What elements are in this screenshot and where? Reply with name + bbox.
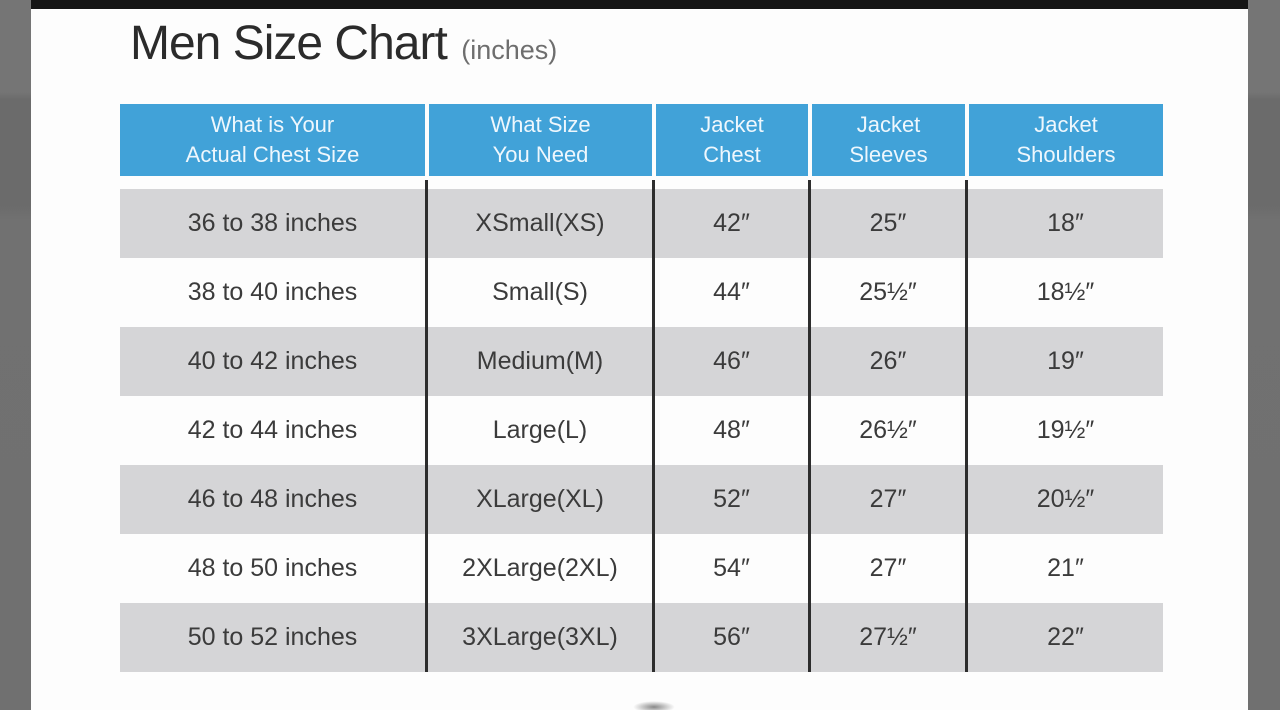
cell-chest-range: 36 to 38 inches <box>120 189 425 258</box>
header-line: What Size <box>490 112 591 137</box>
cell-jacket-chest: 42″ <box>652 189 808 258</box>
cell-jacket-sleeves: 27″ <box>808 465 965 534</box>
cell-jacket-shoulders: 18″ <box>965 189 1163 258</box>
header-cell-jacket-shoulders <box>965 104 1163 176</box>
table-row <box>120 327 1163 396</box>
size-chart-table <box>120 104 1163 672</box>
cell-jacket-chest: 44″ <box>652 258 808 327</box>
cropped-bottom-artifact <box>633 701 675 710</box>
table-row <box>120 465 1163 534</box>
cell-jacket-sleeves: 25½″ <box>808 258 965 327</box>
page-title-block <box>130 16 557 71</box>
header-line: Jacket <box>700 112 764 137</box>
top-bar <box>31 0 1248 9</box>
header-line: Sleeves <box>849 142 928 167</box>
left-gutter <box>0 0 31 710</box>
cell-chest-range: 40 to 42 inches <box>120 327 425 396</box>
table-row <box>120 534 1163 603</box>
cell-jacket-shoulders: 22″ <box>965 603 1163 672</box>
cell-jacket-chest: 52″ <box>652 465 808 534</box>
right-gutter <box>1248 0 1280 710</box>
cell-jacket-sleeves: 26½″ <box>808 396 965 465</box>
cell-jacket-chest: 48″ <box>652 396 808 465</box>
table-row <box>120 396 1163 465</box>
cell-jacket-shoulders: 20½″ <box>965 465 1163 534</box>
table-body <box>120 180 1163 672</box>
cell-chest-range: 38 to 40 inches <box>187 278 358 306</box>
page-title-suffix: (inches) <box>461 35 558 65</box>
cell-size-name: Medium(M) <box>425 327 652 396</box>
cell-chest-range: 46 to 48 inches <box>120 465 425 534</box>
header-cell-actual-chest-size <box>120 104 425 176</box>
header-line: You Need <box>492 142 589 167</box>
cell-jacket-shoulders: 18½″ <box>965 258 1163 327</box>
cell-jacket-shoulders: 19″ <box>965 327 1163 396</box>
cell-chest-range: 48 to 50 inches <box>187 554 358 582</box>
cell-jacket-sleeves: 27½″ <box>808 603 965 672</box>
cell-chest-range: 50 to 52 inches <box>120 603 425 672</box>
cell-jacket-shoulders: 19½″ <box>965 396 1163 465</box>
header-line: Shoulders <box>1016 142 1116 167</box>
cell-size-name: Small(S) <box>425 258 652 327</box>
cell-size-name: Large(L) <box>425 396 652 465</box>
cell-jacket-chest: 46″ <box>652 327 808 396</box>
header-cell-size-you-need <box>425 104 652 176</box>
cell-size-name: XLarge(XL) <box>425 465 652 534</box>
table-row <box>120 603 1163 672</box>
header-line: Jacket <box>1034 112 1098 137</box>
header-line: What is Your <box>210 112 335 137</box>
cell-jacket-sleeves: 27″ <box>808 534 965 603</box>
header-line: Chest <box>703 142 761 167</box>
header-cell-jacket-sleeves <box>808 104 965 176</box>
table-row <box>120 258 1163 327</box>
cell-size-name: 2XLarge(2XL) <box>425 534 652 603</box>
cell-chest-range: 42 to 44 inches <box>187 416 358 444</box>
header-cell-jacket-chest <box>652 104 808 176</box>
spacer-row <box>120 180 1163 189</box>
cell-jacket-chest: 54″ <box>652 534 808 603</box>
header-line: Jacket <box>856 112 921 137</box>
cell-size-name: 3XLarge(3XL) <box>425 603 652 672</box>
cell-jacket-shoulders: 21″ <box>965 534 1163 603</box>
table-row <box>120 189 1163 258</box>
cell-jacket-sleeves: 26″ <box>808 327 965 396</box>
cell-jacket-sleeves: 25″ <box>808 189 965 258</box>
cell-size-name: XSmall(XS) <box>425 189 652 258</box>
page-title: Men Size Chart <box>130 17 447 70</box>
cell-jacket-chest: 56″ <box>652 603 808 672</box>
table-header-row <box>120 104 1163 176</box>
header-line: Actual Chest Size <box>185 142 360 167</box>
